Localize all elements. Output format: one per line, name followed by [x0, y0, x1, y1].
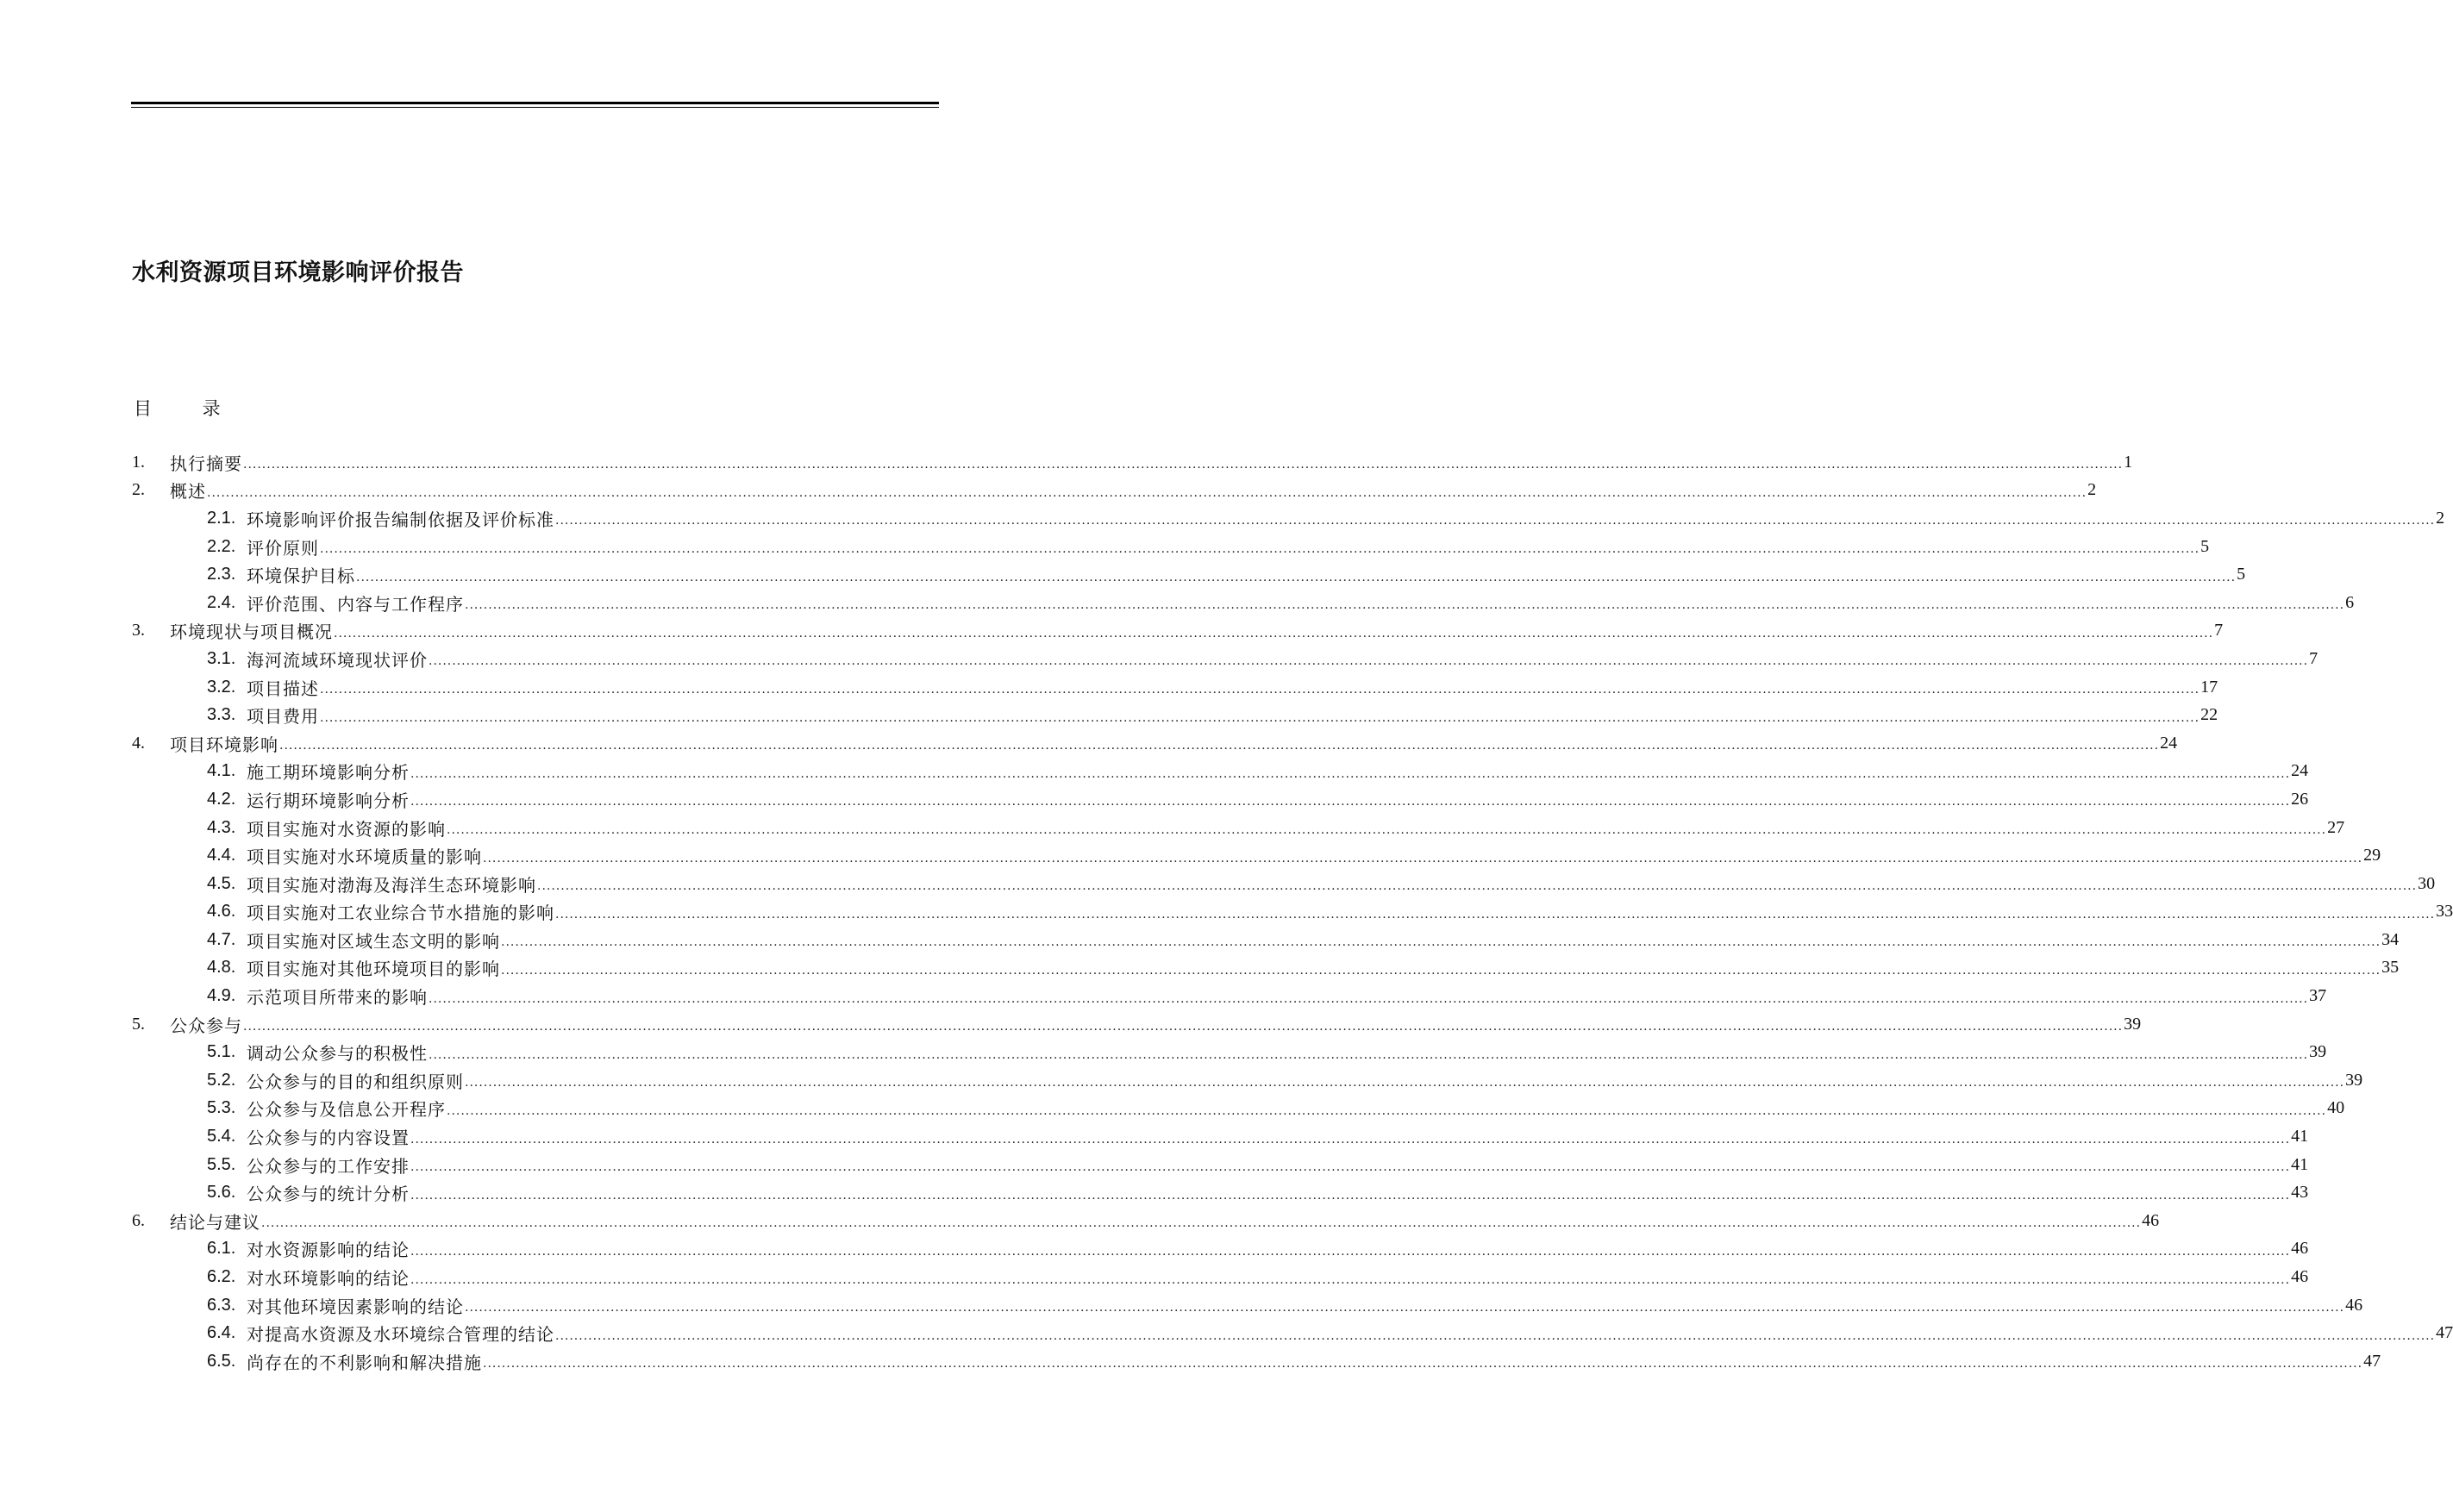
toc-entry-page-number: 22 — [2200, 705, 2218, 725]
toc-entry-title: 评价范围、内容与工作程序 — [247, 593, 464, 615]
toc-chapter-entry[interactable] — [132, 1010, 2142, 1039]
toc-section-entry[interactable] — [132, 898, 2453, 927]
toc-entry-number: 4.9. — [207, 986, 236, 1006]
toc-entry-title: 环境影响评价报告编制依据及评价标准 — [247, 509, 554, 530]
toc-section-entry[interactable] — [132, 841, 2381, 870]
toc-section-entry[interactable] — [132, 1263, 2309, 1291]
toc-entry-page-number: 40 — [2327, 1098, 2345, 1118]
toc-entry-page-number: 30 — [2418, 873, 2436, 893]
toc-section-entry[interactable] — [132, 1347, 2381, 1376]
toc-dot-leader: ................................................................................................................................................................................................................................................................................................................................................................................................................ — [429, 991, 2309, 1006]
toc-section-entry[interactable] — [132, 814, 2345, 842]
toc-entry-number: 6. — [132, 1210, 145, 1230]
toc-section-entry[interactable] — [132, 1066, 2363, 1095]
toc-entry-number: 3.1. — [207, 648, 236, 668]
toc-entry-title: 施工期环境影响分析 — [247, 762, 410, 784]
toc-section-entry[interactable] — [132, 673, 2218, 702]
toc-dot-leader: ................................................................................................................................................................................................................................................................................................................................................................................................................ — [429, 654, 2309, 669]
toc-dot-leader: ................................................................................................................................................................................................................................................................................................................................................................................................................ — [243, 458, 2124, 472]
toc-entry-number: 6.3. — [207, 1295, 236, 1315]
toc-entry-title: 评价原则 — [247, 537, 319, 559]
toc-entry-number: 3.3. — [207, 705, 236, 725]
toc-entry-number: 5.5. — [207, 1154, 236, 1174]
toc-dot-leader: ................................................................................................................................................................................................................................................................................................................................................................................................................ — [320, 542, 2200, 557]
toc-section-entry[interactable] — [132, 1319, 2453, 1347]
header-rule-thin — [131, 107, 939, 108]
toc-section-entry[interactable] — [132, 1151, 2309, 1179]
toc-entry-title: 结论与建议 — [170, 1211, 260, 1233]
toc-entry-title: 公众参与的工作安排 — [247, 1155, 410, 1177]
toc-entry-number: 4.4. — [207, 846, 236, 865]
toc-entry-number: 5. — [132, 1014, 145, 1034]
toc-entry-title: 执行摘要 — [170, 453, 242, 474]
toc-entry-title: 项目实施对水资源的影响 — [247, 818, 446, 840]
toc-section-entry[interactable] — [132, 589, 2355, 617]
toc-entry-number: 4.5. — [207, 873, 236, 893]
toc-entry-title: 示范项目所带来的影响 — [247, 987, 428, 1009]
toc-entry-page-number: 46 — [2291, 1267, 2309, 1287]
toc-entry-title: 公众参与的统计分析 — [247, 1184, 410, 1205]
toc-entry-title: 环境现状与项目概况 — [170, 622, 333, 643]
toc-dot-leader: ................................................................................................................................................................................................................................................................................................................................................................................................................ — [410, 1160, 2291, 1175]
toc-dot-leader: ................................................................................................................................................................................................................................................................................................................................................................................................................ — [501, 935, 2381, 950]
table-of-contents — [132, 448, 2453, 1376]
toc-entry-title: 海河流域环境现状评价 — [247, 649, 428, 671]
toc-dot-leader: ................................................................................................................................................................................................................................................................................................................................................................................................................ — [261, 1216, 2142, 1231]
toc-section-entry[interactable] — [132, 560, 2246, 589]
toc-entry-number: 4.2. — [207, 789, 236, 809]
toc-entry-title: 环境保护目标 — [247, 565, 355, 587]
toc-entry-number: 4.1. — [207, 761, 236, 781]
toc-chapter-entry[interactable] — [132, 448, 2133, 477]
toc-entry-number: 3. — [132, 621, 145, 640]
toc-entry-page-number: 39 — [2309, 1042, 2327, 1062]
toc-dot-leader: ................................................................................................................................................................................................................................................................................................................................................................................................................ — [207, 485, 2087, 500]
toc-entry-number: 6.5. — [207, 1351, 236, 1371]
header-rule-thick — [131, 102, 939, 104]
toc-section-entry[interactable] — [132, 1291, 2363, 1320]
toc-section-entry[interactable] — [132, 1122, 2309, 1151]
toc-dot-leader: ................................................................................................................................................................................................................................................................................................................................................................................................................ — [356, 570, 2237, 584]
toc-section-entry[interactable] — [132, 1038, 2327, 1066]
toc-dot-leader: ................................................................................................................................................................................................................................................................................................................................................................................................................ — [410, 795, 2291, 809]
toc-chapter-entry[interactable] — [132, 729, 2178, 758]
toc-entry-page-number: 47 — [2436, 1323, 2453, 1343]
toc-entry-title: 项目描述 — [247, 678, 319, 699]
toc-entry-page-number: 7 — [2214, 621, 2224, 640]
toc-entry-page-number: 7 — [2309, 648, 2318, 668]
toc-entry-title: 概述 — [170, 481, 206, 503]
toc-entry-page-number: 1 — [2124, 452, 2133, 472]
toc-entry-number: 4.8. — [207, 958, 236, 978]
toc-entry-title: 项目实施对其他环境项目的影响 — [247, 959, 500, 980]
toc-dot-leader: ................................................................................................................................................................................................................................................................................................................................................................................................................ — [410, 1188, 2291, 1203]
toc-entry-number: 5.6. — [207, 1183, 236, 1203]
toc-entry-page-number: 24 — [2291, 761, 2309, 781]
toc-entry-page-number: 24 — [2160, 733, 2178, 753]
toc-section-entry[interactable] — [132, 701, 2218, 729]
toc-entry-title: 调动公众参与的积极性 — [247, 1043, 428, 1065]
toc-chapter-entry[interactable] — [132, 1207, 2160, 1235]
toc-chapter-entry[interactable] — [132, 477, 2097, 505]
toc-entry-title: 项目环境影响 — [170, 734, 278, 755]
toc-dot-leader: ................................................................................................................................................................................................................................................................................................................................................................................................................ — [447, 1103, 2327, 1118]
toc-dot-leader: ................................................................................................................................................................................................................................................................................................................................................................................................................ — [410, 766, 2291, 781]
document-title: 水利资源项目环境影响评价报告 — [132, 259, 464, 286]
toc-dot-leader: ................................................................................................................................................................................................................................................................................................................................................................................................................ — [483, 851, 2363, 865]
toc-entry-number: 2. — [132, 480, 145, 500]
toc-dot-leader: ................................................................................................................................................................................................................................................................................................................................................................................................................ — [555, 514, 2436, 528]
toc-dot-leader: ................................................................................................................................................................................................................................................................................................................................................................................................................ — [429, 1047, 2309, 1062]
toc-entry-title: 对其他环境因素影响的结论 — [247, 1296, 464, 1317]
toc-section-entry[interactable] — [132, 504, 2445, 533]
toc-entry-number: 2.2. — [207, 536, 236, 556]
toc-entry-title: 运行期环境影响分析 — [247, 790, 410, 811]
toc-entry-number: 6.2. — [207, 1267, 236, 1287]
toc-entry-number: 5.2. — [207, 1070, 236, 1090]
toc-section-entry[interactable] — [132, 870, 2436, 898]
toc-heading: 目 录 — [134, 398, 243, 419]
toc-entry-number: 4. — [132, 733, 145, 753]
toc-entry-page-number: 2 — [2087, 480, 2097, 500]
toc-entry-page-number: 2 — [2436, 508, 2445, 528]
toc-dot-leader: ................................................................................................................................................................................................................................................................................................................................................................................................................ — [465, 598, 2345, 613]
toc-section-entry[interactable] — [132, 1235, 2309, 1264]
toc-entry-page-number: 46 — [2142, 1210, 2160, 1230]
toc-dot-leader: ................................................................................................................................................................................................................................................................................................................................................................................................................ — [410, 1272, 2291, 1287]
toc-entry-title: 公众参与的内容设置 — [247, 1128, 410, 1149]
toc-entry-page-number: 34 — [2381, 929, 2400, 949]
toc-entry-title: 项目实施对工农业综合节水措施的影响 — [247, 903, 554, 924]
toc-section-entry[interactable] — [132, 1178, 2309, 1207]
toc-entry-number: 5.4. — [207, 1127, 236, 1146]
toc-entry-page-number: 46 — [2345, 1295, 2363, 1315]
toc-entry-number: 5.3. — [207, 1098, 236, 1118]
toc-entry-page-number: 6 — [2345, 592, 2355, 612]
toc-entry-page-number: 27 — [2327, 817, 2345, 837]
toc-dot-leader: ................................................................................................................................................................................................................................................................................................................................................................................................................ — [555, 907, 2436, 922]
toc-entry-page-number: 33 — [2436, 902, 2453, 922]
toc-entry-title: 尚存在的不利影响和解决措施 — [247, 1352, 482, 1373]
toc-entry-number: 4.6. — [207, 902, 236, 922]
toc-entry-title: 公众参与 — [170, 1015, 242, 1036]
toc-dot-leader: ................................................................................................................................................................................................................................................................................................................................................................................................................ — [465, 1301, 2345, 1315]
toc-entry-title: 项目实施对区域生态文明的影响 — [247, 930, 500, 952]
toc-entry-page-number: 43 — [2291, 1183, 2309, 1203]
toc-entry-number: 6.1. — [207, 1239, 236, 1259]
toc-entry-title: 对水资源影响的结论 — [247, 1240, 410, 1261]
toc-dot-leader: ................................................................................................................................................................................................................................................................................................................................................................................................................ — [243, 1020, 2124, 1034]
toc-dot-leader: ................................................................................................................................................................................................................................................................................................................................................................................................................ — [279, 739, 2160, 753]
toc-dot-leader: ................................................................................................................................................................................................................................................................................................................................................................................................................ — [465, 1076, 2345, 1090]
toc-entry-number: 5.1. — [207, 1042, 236, 1062]
toc-entry-number: 1. — [132, 452, 145, 472]
toc-entry-number: 4.3. — [207, 817, 236, 837]
toc-entry-page-number: 37 — [2309, 986, 2327, 1006]
toc-entry-page-number: 5 — [2237, 565, 2246, 584]
toc-entry-number: 6.4. — [207, 1323, 236, 1343]
toc-entry-page-number: 17 — [2200, 677, 2218, 697]
toc-entry-page-number: 46 — [2291, 1239, 2309, 1259]
toc-section-entry[interactable] — [132, 645, 2318, 673]
toc-dot-leader: ................................................................................................................................................................................................................................................................................................................................................................................................................ — [447, 823, 2327, 838]
toc-entry-title: 对水环境影响的结论 — [247, 1268, 410, 1290]
toc-entry-page-number: 41 — [2291, 1154, 2309, 1174]
toc-entry-number: 2.3. — [207, 565, 236, 584]
toc-dot-leader: ................................................................................................................................................................................................................................................................................................................................................................................................................ — [320, 710, 2200, 725]
toc-chapter-entry[interactable] — [132, 617, 2224, 646]
toc-entry-title: 公众参与的目的和组织原则 — [247, 1071, 464, 1092]
toc-entry-page-number: 5 — [2200, 536, 2210, 556]
toc-section-entry[interactable] — [132, 758, 2309, 786]
toc-entry-number: 2.1. — [207, 508, 236, 528]
toc-dot-leader: ................................................................................................................................................................................................................................................................................................................................................................................................................ — [537, 879, 2418, 894]
toc-dot-leader: ................................................................................................................................................................................................................................................................................................................................................................................................................ — [483, 1357, 2363, 1371]
toc-entry-page-number: 26 — [2291, 789, 2309, 809]
toc-dot-leader: ................................................................................................................................................................................................................................................................................................................................................................................................................ — [334, 626, 2214, 640]
toc-entry-number: 4.7. — [207, 929, 236, 949]
toc-entry-title: 项目实施对渤海及海洋生态环境影响 — [247, 874, 536, 896]
toc-dot-leader: ................................................................................................................................................................................................................................................................................................................................................................................................................ — [410, 1132, 2291, 1146]
toc-entry-number: 2.4. — [207, 592, 236, 612]
toc-section-entry[interactable] — [132, 1095, 2345, 1123]
toc-entry-title: 项目费用 — [247, 706, 319, 728]
toc-dot-leader: ................................................................................................................................................................................................................................................................................................................................................................................................................ — [410, 1244, 2291, 1259]
toc-entry-title: 项目实施对水环境质量的影响 — [247, 847, 482, 868]
toc-entry-page-number: 47 — [2363, 1351, 2381, 1371]
toc-entry-page-number: 29 — [2363, 846, 2381, 865]
toc-dot-leader: ................................................................................................................................................................................................................................................................................................................................................................................................................ — [555, 1328, 2436, 1343]
toc-section-entry[interactable] — [132, 926, 2400, 954]
toc-entry-page-number: 39 — [2124, 1014, 2142, 1034]
toc-dot-leader: ................................................................................................................................................................................................................................................................................................................................................................................................................ — [501, 963, 2381, 978]
toc-entry-page-number: 41 — [2291, 1127, 2309, 1146]
toc-section-entry[interactable] — [132, 785, 2309, 814]
toc-section-entry[interactable] — [132, 533, 2210, 561]
toc-section-entry[interactable] — [132, 982, 2327, 1010]
toc-dot-leader: ................................................................................................................................................................................................................................................................................................................................................................................................................ — [320, 683, 2200, 697]
toc-section-entry[interactable] — [132, 954, 2400, 983]
toc-entry-title: 对提高水资源及水环境综合管理的结论 — [247, 1324, 554, 1346]
toc-entry-page-number: 39 — [2345, 1070, 2363, 1090]
toc-entry-number: 3.2. — [207, 677, 236, 697]
toc-entry-page-number: 35 — [2381, 958, 2400, 978]
toc-entry-title: 公众参与及信息公开程序 — [247, 1099, 446, 1121]
